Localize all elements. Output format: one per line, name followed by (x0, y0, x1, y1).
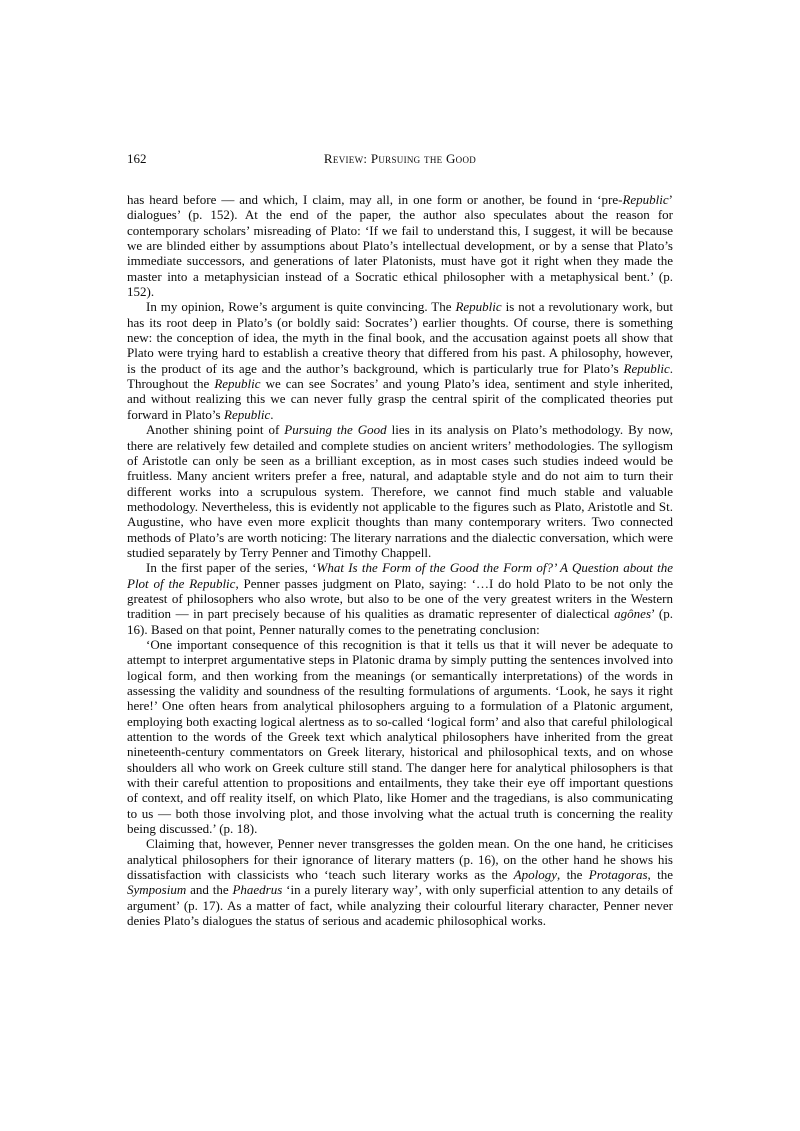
italic-text-run: Republic (455, 299, 502, 315)
italic-text-run: What Is the Form of the Good the Form of?’ A Question about the Plot of the Republic (127, 560, 673, 591)
paragraph (127, 560, 673, 637)
text-run: ‘One important consequence of this recognition is that it tells us that it will never be adequate to attempt to interpret argumentative steps in Platonic drama by simply putting the sentences involved into logical form, and then working from the meanings (or semantically interpretations) of the words in assessing the validity and soundness of the resulting formulations of arguments. ‘Look, he says it right here!’ One often hears from analytical philosophers arguing to a formulation of a Platonic argument, employing both exacting logical alertness as to so-called ‘logical form’ and also that careful philological attention to the words of the Greek text which analytical philosophers have inherited from the great nineteenth-century commentators on Greek literary, historical and philosophical texts, and on whose shoulders all who work on Greek culture still stand. The danger here for analytical philosophers is that with their careful attention to propositions and entailments, they take their eye off important questions of context, and off reality itself, on which Plato, like Homer and the tragedians, is also communicating to us — both those involving plot, and those involving what the actual truth is concerning the reality being discussed.’ (p. 18). (127, 636, 673, 837)
italic-text-run: Pursuing the Good (284, 422, 387, 438)
text-run: we can see Socrates’ and young Plato’s idea, sentiment and style inherited, and without realizing this we can never fully grasp the central spirit of the complicated theories put forward in Plato’s (127, 376, 673, 422)
text-run: ’ dialogues’ (p. 152). At the end of the paper, the author also speculates about the reason for contemporary scholars’ misreading of Plato: ‘If we fail to understand this, I suggest, it will be because we are blinded either by assumptions about Plato’s intellectual development, or by a sense that Plato’s immediate successors, and generations of later Platonists, must have got it right when they made the master into a metaphysician instead of a Socratic ethical philosopher with a metaphysical bent.’ (p. 152). (127, 192, 673, 300)
paragraph (127, 637, 673, 836)
page-header (127, 151, 673, 166)
paragraph (127, 192, 673, 299)
text-run: is not a revolutionary work, but has its root deep in Plato’s (or boldly said: Socrates’) earlier thoughts. Of course, there is something new: the conception of idea, the myth in the final book, and the accusation against poets all show that Plato were trying hard to establish a creative theory that differed from his past. A philosophy, however, is the product of its age and the author’s background, which is particularly true for Plato’s (127, 299, 673, 376)
paragraph (127, 299, 673, 422)
text-run: . (270, 406, 274, 422)
text-run: has heard before — and which, I claim, may all, in one form or another, be found in ‘pre- (127, 192, 623, 207)
text-run: , the (557, 867, 589, 883)
text-run: , Penner passes judgment on Plato, saying: ‘…I do hold Plato to be not only the greatest of philosophers who also wrote, but also to be one of the very greatest writers in the Western tradition — in part precisely because of his qualities as dramatic representer of dialectical (127, 575, 673, 622)
running-header-title: Review: Pursuing the Good (323, 151, 477, 166)
text-run: and the (186, 882, 233, 898)
paragraph (127, 836, 673, 928)
text-run: , the (647, 867, 673, 883)
italic-text-run: Symposium (127, 882, 187, 898)
text-run: . Throughout the (127, 360, 673, 392)
italic-text-run: Republic (214, 376, 261, 392)
text-run: In my opinion, Rowe’s argument is quite convincing. The (146, 299, 456, 315)
italic-text-run: Apology (513, 867, 557, 883)
text-run: ‘in a purely literary way’, with only superficial attention to any details of argument’ (p. 17). As a matter of fact, while analyzing their colourful literary character, Penner never denies Plato’s dialogues the status of serious and academic philosophical works. (127, 882, 673, 929)
italic-text-run: Phaedrus (232, 882, 283, 898)
italic-text-run: Protagoras (588, 867, 648, 883)
text-run: lies in its analysis on Plato’s methodology. By now, there are relatively few detailed and complete studies on ancient writers’ methodologies. The syllogism of Aristotle can only be seen as a brilliant exception, as in most cases such studies indeed would be fruitless. Many ancient writers prefer a free, natural, and adaptable style and do not aim to turn their different works into a scrupulous system. Therefore, we cannot find much stable and valuable methodology. Nevertheless, this is evidently not applicable to the figures such as Plato, Aristotle and St. Augustine, who have even more explicit thoughts than many contemporary writers. Two connected methods of Plato’s are worth noticing: The literary narrations and the dialectic conversation, which were studied separately by Terry Penner and Timothy Chappell. (127, 422, 673, 560)
text-run: In the first paper of the series, ‘ (146, 560, 317, 576)
page-number: 162 (127, 151, 147, 166)
italic-text-run: Republic (622, 192, 669, 207)
text-run: ’ (p. 16). Based on that point, Penner naturally comes to the penetrating conclusion: (127, 606, 673, 637)
italic-text-run: Republic (224, 406, 271, 422)
italic-text-run: Republic (623, 360, 670, 376)
article-body (127, 192, 673, 929)
paragraph (127, 422, 673, 560)
text-run: Claiming that, however, Penner never transgresses the golden mean. On the one hand, he criticises analytical philosophers for their ignorance of literary matters (p. 16), on the other hand he shows his dissatisfaction with classicists who ‘teach such literary works as the (127, 836, 673, 883)
text-run: Another shining point of (146, 422, 285, 438)
italic-text-run: agônes (614, 606, 652, 622)
